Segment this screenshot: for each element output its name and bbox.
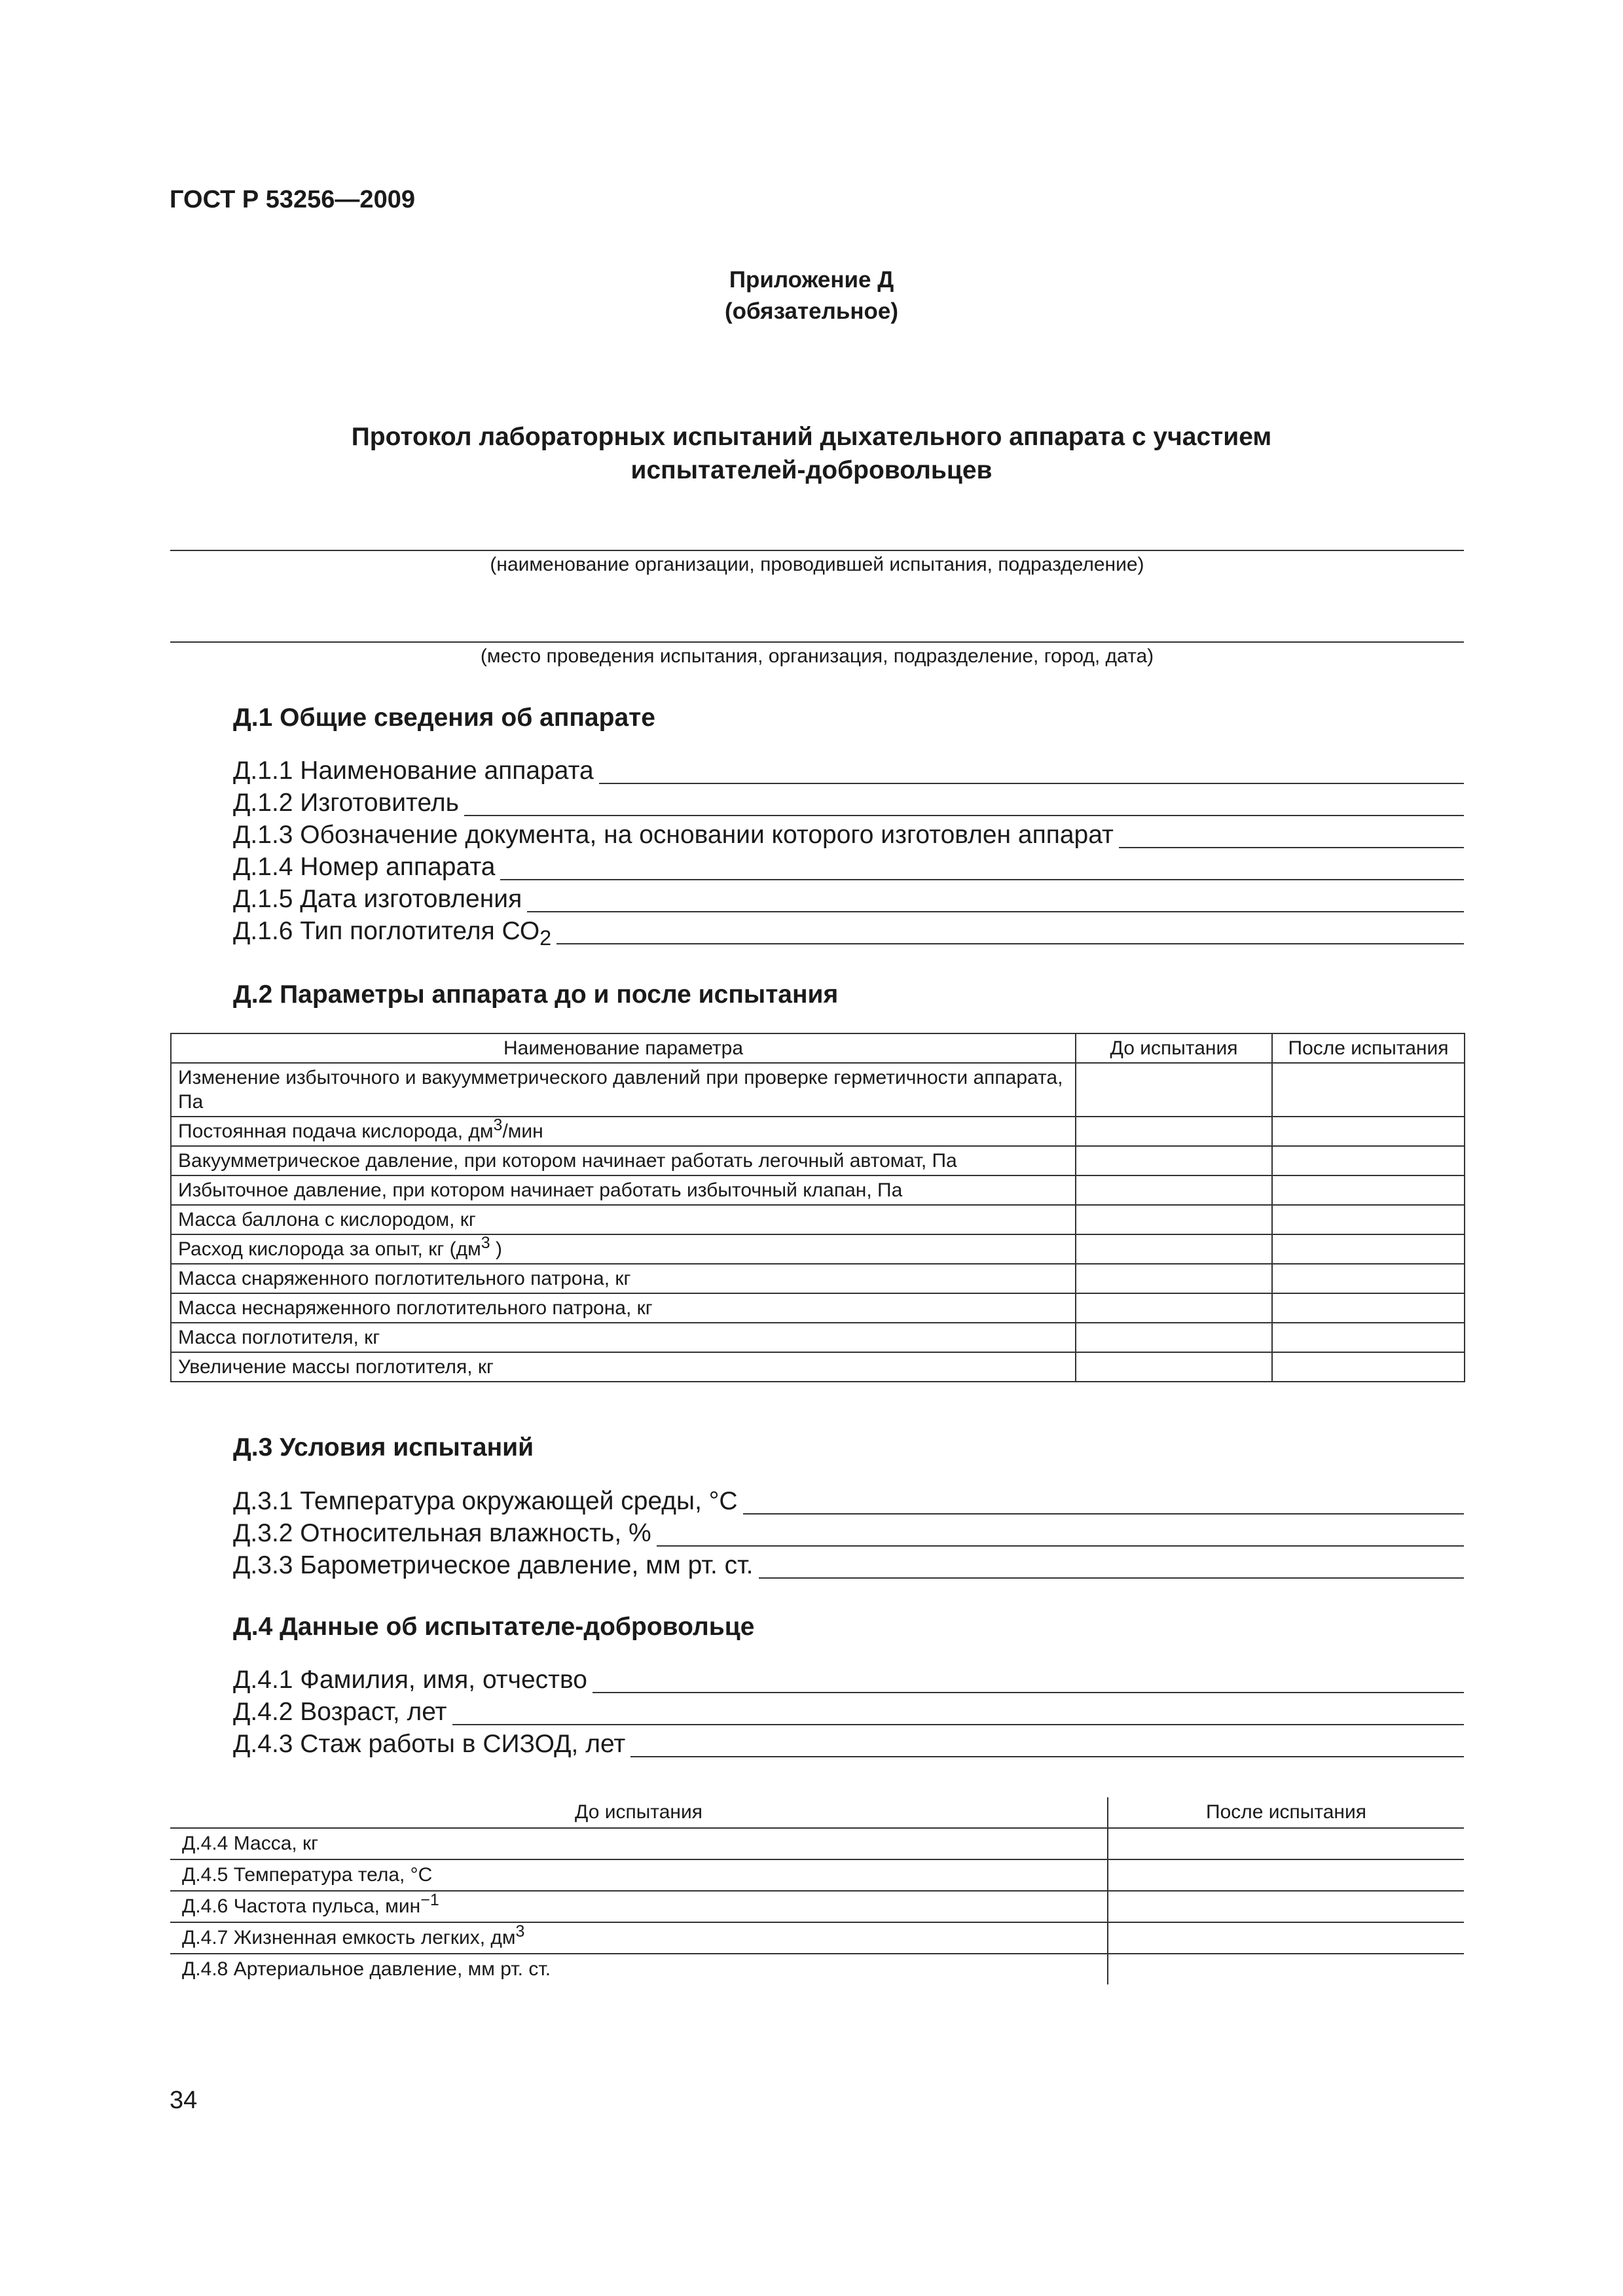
table-row: [171, 1146, 1465, 1175]
field-label: Д.1.5 Дата изготовления: [233, 885, 522, 913]
parameter-name: Масса снаряженного поглотительного патрона, кг: [171, 1264, 1076, 1293]
field-relative-humidity[interactable]: [233, 1515, 1464, 1548]
parameter-tail: /мин: [502, 1121, 543, 1142]
measurement-label: [170, 1922, 1108, 1954]
after-cell[interactable]: [1108, 1891, 1464, 1922]
fill-line[interactable]: [593, 1692, 1464, 1693]
column-header-after: После испытания: [1108, 1797, 1464, 1828]
table-row: [171, 1264, 1465, 1293]
before-cell[interactable]: [1076, 1063, 1272, 1117]
parameter-name: Масса баллона с кислородом, кг: [171, 1205, 1076, 1234]
parameter-name: [171, 1234, 1076, 1264]
field-full-name[interactable]: [233, 1662, 1464, 1695]
after-cell[interactable]: [1272, 1175, 1465, 1205]
absorber-label: Д.1.6 Тип поглотителя СО: [233, 917, 540, 945]
measurement-label: Д.4.5 Температура тела, °С: [170, 1859, 1108, 1891]
after-cell[interactable]: [1108, 1859, 1464, 1891]
after-cell[interactable]: [1272, 1352, 1465, 1382]
after-cell[interactable]: [1272, 1323, 1465, 1352]
field-label: Д.1.2 Изготовитель: [233, 789, 459, 817]
fill-line[interactable]: [556, 943, 1464, 944]
field-label: Д.3.3 Барометрическое давление, мм рт. ст.: [233, 1551, 754, 1579]
table-header-row: [170, 1797, 1464, 1828]
field-absorber-type[interactable]: [233, 913, 1464, 950]
superscript: 3: [515, 1922, 525, 1941]
parameter-tail: ): [490, 1238, 502, 1260]
superscript: 3: [493, 1116, 503, 1134]
fill-line[interactable]: [527, 911, 1464, 912]
measurement-label: Д.4.8 Артериальное давление, мм рт. ст.: [170, 1954, 1108, 1984]
table-row: [171, 1293, 1465, 1323]
before-cell[interactable]: [1076, 1264, 1272, 1293]
table-row: [170, 1954, 1464, 1984]
table-row: [171, 1205, 1465, 1234]
section2-heading: Д.2 Параметры аппарата до и после испытания: [233, 980, 839, 1009]
field-document[interactable]: [233, 817, 1464, 850]
superscript: −1: [420, 1891, 439, 1909]
co2-subscript: 2: [539, 925, 552, 950]
parameter-name: Изменение избыточного и вакуумметрического давлений при проверке герметичности аппарата, Па: [171, 1063, 1076, 1117]
measurement-label: Д.4.4 Масса, кг: [170, 1828, 1108, 1859]
table-row: [171, 1175, 1465, 1205]
after-cell[interactable]: [1108, 1954, 1464, 1984]
section3-heading: Д.3 Условия испытаний: [233, 1433, 534, 1462]
measurement-text: Д.4.7 Жизненная емкость легких, дм: [182, 1927, 516, 1948]
field-label: Д.1.3 Обозначение документа, на основании которого изготовлен аппарат: [233, 821, 1114, 849]
fill-line[interactable]: [464, 815, 1464, 816]
section1-heading: Д.1 Общие сведения об аппарате: [233, 704, 655, 732]
table-row: [171, 1117, 1465, 1146]
table-row: [171, 1352, 1465, 1382]
table-row: [171, 1063, 1465, 1117]
after-cell[interactable]: [1272, 1063, 1465, 1117]
after-cell[interactable]: [1108, 1922, 1464, 1954]
after-cell[interactable]: [1272, 1205, 1465, 1234]
section4-heading: Д.4 Данные об испытателе-добровольце: [233, 1613, 755, 1641]
fill-line[interactable]: [630, 1756, 1464, 1757]
column-header-after: После испытания: [1272, 1033, 1465, 1063]
parameter-text: Расход кислорода за опыт, кг (дм: [178, 1238, 481, 1260]
parameter-text: Постоянная подача кислорода, дм: [178, 1121, 494, 1142]
table-row: [170, 1922, 1464, 1954]
appendix-title: Приложение Д: [729, 267, 894, 293]
fill-line[interactable]: [452, 1724, 1464, 1725]
field-manufacturer[interactable]: [233, 785, 1464, 817]
after-cell[interactable]: [1272, 1264, 1465, 1293]
field-label: Д.3.2 Относительная влажность, %: [233, 1519, 651, 1547]
field-apparatus-number[interactable]: [233, 849, 1464, 882]
before-cell[interactable]: [1076, 1175, 1272, 1205]
table-row: [171, 1234, 1465, 1264]
fill-line[interactable]: [1119, 847, 1464, 848]
table-row: [170, 1828, 1464, 1859]
fill-line[interactable]: [759, 1577, 1464, 1579]
field-label: Д.4.2 Возраст, лет: [233, 1698, 447, 1726]
fill-line[interactable]: [657, 1545, 1464, 1547]
before-cell[interactable]: [1076, 1205, 1272, 1234]
field-experience[interactable]: [233, 1726, 1464, 1759]
field-label: Д.1.1 Наименование аппарата: [233, 757, 594, 785]
field-label: Д.1.4 Номер аппарата: [233, 853, 496, 881]
measurement-label: [170, 1891, 1108, 1922]
organization-fill-line[interactable]: [170, 550, 1464, 551]
parameter-name: [171, 1117, 1076, 1146]
organization-caption: (наименование организации, проводившей испытания, подразделение): [490, 554, 1144, 575]
fill-line[interactable]: [500, 879, 1464, 880]
before-cell[interactable]: [1076, 1117, 1272, 1146]
fill-line[interactable]: [743, 1513, 1464, 1515]
field-label: [233, 917, 552, 950]
superscript: 3: [481, 1234, 490, 1252]
volunteer-table: [170, 1797, 1464, 1984]
after-cell[interactable]: [1272, 1234, 1465, 1264]
protocol-title: [0, 420, 1623, 487]
place-fill-line[interactable]: [170, 641, 1464, 643]
before-cell[interactable]: [1076, 1234, 1272, 1264]
field-label: Д.4.1 Фамилия, имя, отчество: [233, 1666, 587, 1694]
field-label: Д.3.1 Температура окружающей среды, °С: [233, 1487, 738, 1515]
field-barometric-pressure[interactable]: [233, 1547, 1464, 1580]
page-number: 34: [170, 2087, 198, 2114]
field-age[interactable]: [233, 1694, 1464, 1727]
parameter-name: Вакуумметрическое давление, при котором начинает работать легочный автомат, Па: [171, 1146, 1076, 1175]
field-ambient-temperature[interactable]: [233, 1483, 1464, 1516]
parameters-table: [170, 1033, 1465, 1382]
parameter-name: Масса неснаряженного поглотительного патрона, кг: [171, 1293, 1076, 1323]
after-cell[interactable]: [1272, 1293, 1465, 1323]
before-cell[interactable]: [1076, 1352, 1272, 1382]
before-cell[interactable]: [1076, 1323, 1272, 1352]
parameter-name: Масса поглотителя, кг: [171, 1323, 1076, 1352]
table-row: [170, 1859, 1464, 1891]
before-cell[interactable]: [1076, 1146, 1272, 1175]
table-row: [171, 1323, 1465, 1352]
after-cell[interactable]: [1272, 1117, 1465, 1146]
column-header-before: До испытания: [1076, 1033, 1272, 1063]
parameter-name: Избыточное давление, при котором начинает работать избыточный клапан, Па: [171, 1175, 1076, 1205]
appendix-heading: [0, 264, 1623, 327]
column-header-before: До испытания: [170, 1797, 1108, 1828]
field-manufacture-date[interactable]: [233, 881, 1464, 914]
field-label: Д.4.3 Стаж работы в СИЗОД, лет: [233, 1730, 626, 1758]
standard-number: ГОСТ Р 53256—2009: [170, 186, 415, 213]
field-apparatus-name[interactable]: [233, 753, 1464, 785]
fill-line[interactable]: [599, 783, 1464, 784]
table-header-row: [171, 1033, 1465, 1063]
table-row: [170, 1891, 1464, 1922]
after-cell[interactable]: [1108, 1828, 1464, 1859]
protocol-title-line2: испытателей-добровольцев: [630, 456, 993, 484]
protocol-title-line1: Протокол лабораторных испытаний дыхательного аппарата с участием: [351, 423, 1272, 451]
after-cell[interactable]: [1272, 1146, 1465, 1175]
place-caption: (место проведения испытания, организация, подразделение, город, дата): [480, 645, 1154, 667]
before-cell[interactable]: [1076, 1293, 1272, 1323]
measurement-text: Д.4.6 Частота пульса, мин: [182, 1895, 421, 1917]
appendix-status: (обязательное): [724, 298, 898, 324]
column-header-parameter: Наименование параметра: [171, 1033, 1076, 1063]
parameter-name: Увеличение массы поглотителя, кг: [171, 1352, 1076, 1382]
